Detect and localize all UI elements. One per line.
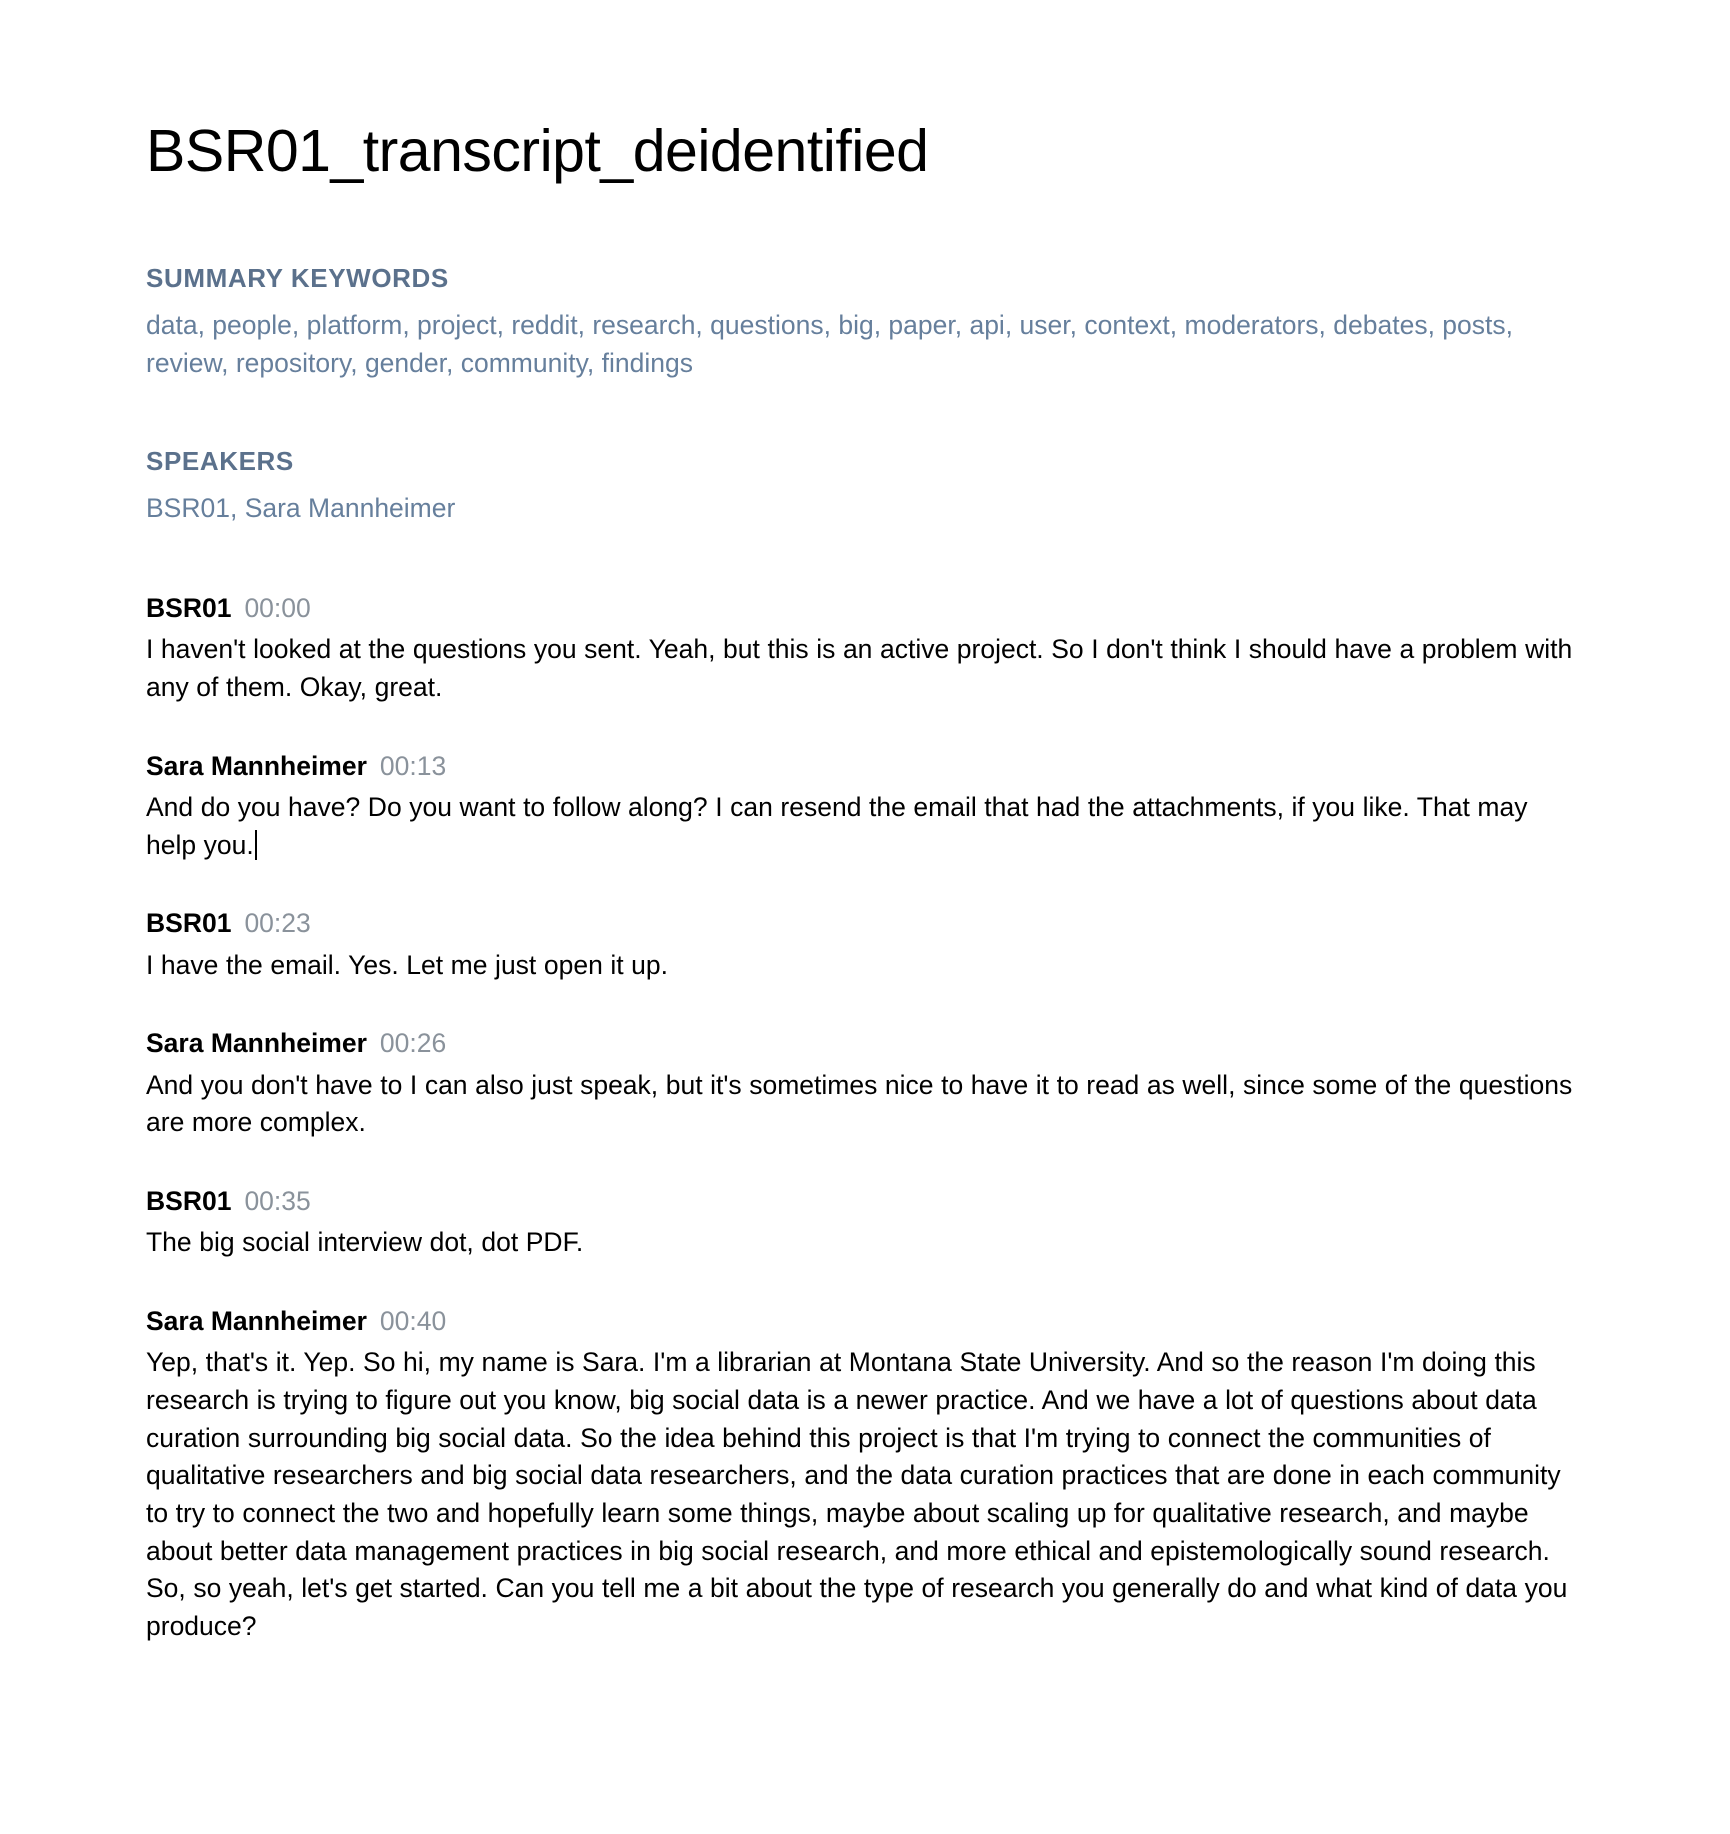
page-title: BSR01_transcript_deidentified (146, 118, 929, 184)
turn-header (146, 1302, 1580, 1340)
turn-text[interactable]: The big social interview dot, dot PDF. (146, 1227, 584, 1258)
transcript-turn[interactable] (146, 589, 1580, 707)
speaker-name: BSR01 (146, 1186, 232, 1216)
speakers-heading: SPEAKERS (146, 445, 294, 476)
turn-header (146, 589, 1580, 627)
transcript-turn[interactable] (146, 1182, 1580, 1262)
speakers-section (146, 445, 1580, 527)
turn-text[interactable]: I haven't looked at the questions you sent. Yeah, but this is an active project. So I don't think I should have a problem with any of them. Okay, great. (146, 634, 1573, 702)
turn-text[interactable]: I have the email. Yes. Let me just open it up. (146, 949, 669, 980)
speaker-name: BSR01 (146, 592, 232, 623)
turn-timestamp[interactable]: 00:26 (379, 1028, 447, 1059)
transcript-turn[interactable] (146, 1024, 1580, 1142)
transcript-turn[interactable] (146, 747, 1580, 865)
text-cursor-caret (255, 830, 257, 860)
speaker-name: Sara Mannheimer (146, 750, 367, 781)
speaker-name: Sara Mannheimer (146, 1306, 367, 1337)
summary-keywords-heading: SUMMARY KEYWORDS (146, 263, 449, 294)
turn-timestamp[interactable]: 00:40 (379, 1306, 447, 1337)
turn-text[interactable]: Yep, that's it. Yep. So hi, my name is Sara. I'm a librarian at Montana State University. And so the reason I'm doing this research is trying to figure out you know, big social data is a newer practice. And we have a lot of questions about data curation surrounding big social data. So the idea behind this project is that I'm trying to connect the communities of qualitative researchers and big social data researchers, and the data curation practices that are done in each community to try to connect the two and hopefully learn some things, maybe about scaling up for qualitative research, and maybe about better data management practices in big social research, and more ethical and epistemologically sound research. So, so yeah, let's get started. Can you tell me a bit about the type of research you generally do and what kind of data you produce? (146, 1347, 1568, 1641)
transcript-body[interactable] (146, 589, 1580, 1646)
speakers-list: BSR01, Sara Mannheimer (146, 492, 456, 523)
summary-keywords-list: data, people, platform, project, reddit, research, questions, big, paper, api, user, context, moderators, debates, posts, review, repository, gender, community, findings (146, 309, 1514, 379)
turn-text[interactable]: And do you have? Do you want to follow along? I can resend the email that had the attachments, if you like. That may help you. (146, 792, 1528, 860)
turn-timestamp[interactable]: 00:35 (244, 1186, 311, 1216)
turn-timestamp[interactable]: 00:23 (244, 908, 311, 939)
turn-header (146, 747, 1580, 785)
transcript-turn[interactable] (146, 904, 1580, 984)
turn-header (146, 1182, 1580, 1220)
transcript-turn[interactable] (146, 1302, 1580, 1645)
turn-timestamp[interactable]: 00:00 (244, 592, 311, 623)
speaker-name: Sara Mannheimer (146, 1028, 367, 1059)
turn-header (146, 1024, 1580, 1062)
turn-text[interactable]: And you don't have to I can also just speak, but it's sometimes nice to have it to read as well, since some of the questions are more complex. (146, 1069, 1573, 1138)
turn-header (146, 904, 1580, 942)
speaker-name: BSR01 (146, 908, 232, 939)
turn-timestamp[interactable]: 00:13 (379, 750, 447, 781)
summary-keywords-section (146, 262, 1580, 383)
